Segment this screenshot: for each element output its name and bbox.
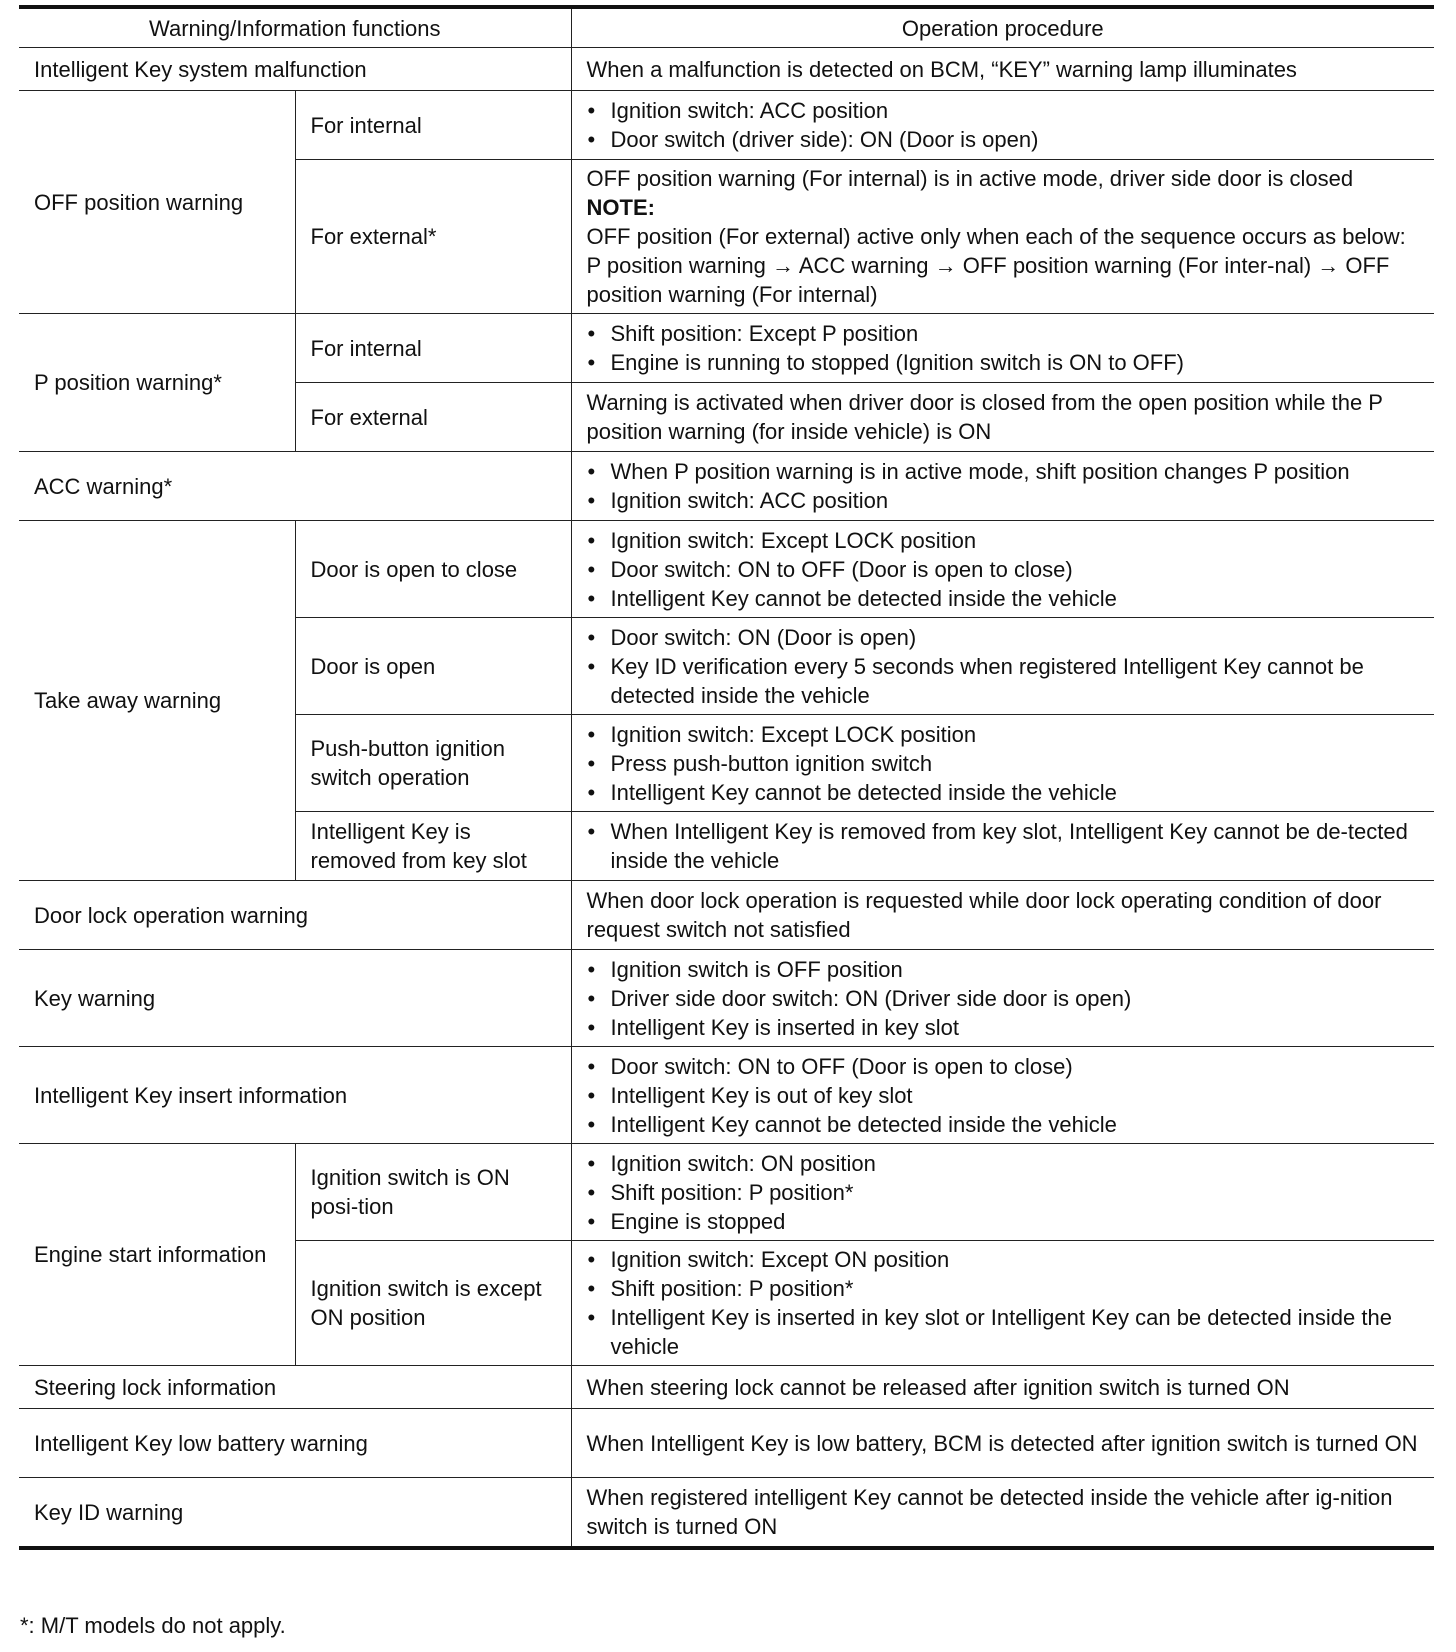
list-item: • Intelligent Key is out of key slot — [587, 1081, 1421, 1110]
procedure-text: OFF position warning (For internal) is in active mode, driver side door is closed — [586, 166, 1354, 191]
function-cell: Engine start information — [19, 1144, 295, 1366]
table-row — [19, 1047, 1434, 1144]
table-row — [19, 950, 1434, 1047]
function-cell: OFF position warning — [19, 91, 295, 314]
list-item: • Door switch: ON to OFF (Door is open to close) — [587, 1052, 1421, 1081]
procedure-cell: When steering lock cannot be released after ignition switch is turned ON — [571, 1366, 1434, 1409]
procedure-cell: When a malfunction is detected on BCM, “KEY” warning lamp illuminates — [571, 48, 1434, 91]
procedure-cell — [571, 1144, 1434, 1241]
list-item: • Press push-button ignition switch — [587, 749, 1421, 778]
table-header-row — [19, 7, 1434, 48]
procedure-cell — [571, 452, 1434, 521]
function-cell: ACC warning* — [19, 452, 571, 521]
procedure-cell — [571, 618, 1434, 715]
bullet-list — [587, 1052, 1421, 1139]
condition-cell: Ignition switch is except ON position — [295, 1241, 571, 1366]
table-row — [19, 314, 1434, 383]
note-text: OFF position (For external) active only when each of the sequence occurs as below: P position warning → ACC warning → OFF position warning (For inter-nal) → OFF position warning (For internal) — [586, 224, 1406, 307]
bullet-list — [587, 955, 1421, 1042]
table-row — [19, 1478, 1434, 1549]
list-item: • Ignition switch: ON position — [587, 1149, 1421, 1178]
list-item: • Engine is stopped — [587, 1207, 1421, 1236]
condition-cell: Push-button ignition switch operation — [295, 715, 571, 812]
bullet-list — [587, 817, 1421, 875]
list-item: • Shift position: P position* — [587, 1178, 1421, 1207]
bullet-list — [587, 1245, 1421, 1361]
function-cell: Steering lock information — [19, 1366, 571, 1409]
note-label: NOTE: — [586, 195, 655, 220]
list-item: • Ignition switch: Except LOCK position — [587, 526, 1421, 555]
procedure-cell: Warning is activated when driver door is closed from the open position while the P position warning (for inside vehicle) is ON — [571, 383, 1434, 452]
list-item: • Ignition switch: ACC position — [587, 486, 1421, 515]
header-procedure: Operation procedure — [571, 7, 1434, 48]
bullet-list — [587, 623, 1421, 710]
header-functions: Warning/Information functions — [19, 7, 571, 48]
bullet-list — [587, 1149, 1421, 1236]
function-cell: Intelligent Key low battery warning — [19, 1409, 571, 1478]
bullet-list — [587, 526, 1421, 613]
procedure-cell — [571, 950, 1434, 1047]
condition-cell: Intelligent Key is removed from key slot — [295, 812, 571, 881]
procedure-cell — [571, 91, 1434, 160]
procedure-cell — [571, 314, 1434, 383]
list-item: • Shift position: Except P position — [587, 319, 1421, 348]
list-item: • Intelligent Key is inserted in key slot or Intelligent Key can be detected inside the vehicle — [587, 1303, 1421, 1361]
function-cell: Key warning — [19, 950, 571, 1047]
bullet-list — [587, 96, 1421, 154]
list-item: • Engine is running to stopped (Ignition switch is ON to OFF) — [587, 348, 1421, 377]
table-row — [19, 452, 1434, 521]
list-item: • Intelligent Key cannot be detected inside the vehicle — [587, 584, 1421, 613]
condition-cell: Door is open — [295, 618, 571, 715]
procedure-cell: When door lock operation is requested while door lock operating condition of door request switch not satisfied — [571, 881, 1434, 950]
list-item: • Shift position: P position* — [587, 1274, 1421, 1303]
list-item: • Ignition switch: ACC position — [587, 96, 1421, 125]
bullet-list — [587, 319, 1421, 377]
condition-cell: Door is open to close — [295, 521, 571, 618]
function-cell: Door lock operation warning — [19, 881, 571, 950]
condition-cell: For external — [295, 383, 571, 452]
procedure-cell — [571, 715, 1434, 812]
list-item: • Intelligent Key is inserted in key slot — [587, 1013, 1421, 1042]
bullet-list — [587, 720, 1421, 807]
procedure-cell — [571, 160, 1434, 314]
list-item: • Ignition switch: Except LOCK position — [587, 720, 1421, 749]
list-item: • Ignition switch: Except ON position — [587, 1245, 1421, 1274]
function-cell: Intelligent Key insert information — [19, 1047, 571, 1144]
condition-cell: Ignition switch is ON posi-tion — [295, 1144, 571, 1241]
table-row — [19, 881, 1434, 950]
procedure-cell — [571, 812, 1434, 881]
list-item: • Intelligent Key cannot be detected inside the vehicle — [587, 1110, 1421, 1139]
function-cell: Take away warning — [19, 521, 295, 881]
list-item: • Door switch: ON to OFF (Door is open to close) — [587, 555, 1421, 584]
condition-cell: For external* — [295, 160, 571, 314]
procedure-cell — [571, 521, 1434, 618]
list-item: • Door switch: ON (Door is open) — [587, 623, 1421, 652]
function-cell: Intelligent Key system malfunction — [19, 48, 571, 91]
list-item: • Key ID verification every 5 seconds when registered Intelligent Key cannot be detected inside the vehicle — [587, 652, 1421, 710]
condition-cell: For internal — [295, 91, 571, 160]
table-row — [19, 1144, 1434, 1241]
table-row — [19, 521, 1434, 618]
function-cell: Key ID warning — [19, 1478, 571, 1549]
condition-cell: For internal — [295, 314, 571, 383]
list-item: • Door switch (driver side): ON (Door is open) — [587, 125, 1421, 154]
list-item: • When P position warning is in active mode, shift position changes P position — [587, 457, 1421, 486]
procedure-cell — [571, 1241, 1434, 1366]
list-item: • Intelligent Key cannot be detected inside the vehicle — [587, 778, 1421, 807]
list-item: • Ignition switch is OFF position — [587, 955, 1421, 984]
function-cell: P position warning* — [19, 314, 295, 452]
procedure-cell: When Intelligent Key is low battery, BCM is detected after ignition switch is turned ON — [571, 1409, 1434, 1478]
table-row — [19, 1409, 1434, 1478]
list-item: • Driver side door switch: ON (Driver side door is open) — [587, 984, 1421, 1013]
warning-function-table — [19, 5, 1434, 1550]
table-row — [19, 1366, 1434, 1409]
table-row — [19, 48, 1434, 91]
procedure-cell — [571, 1047, 1434, 1144]
table-row — [19, 91, 1434, 160]
list-item: • When Intelligent Key is removed from key slot, Intelligent Key cannot be de-tected inside the vehicle — [587, 817, 1421, 875]
footnote: *: M/T models do not apply. — [20, 1613, 286, 1638]
procedure-cell: When registered intelligent Key cannot be detected inside the vehicle after ig-nition switch is turned ON — [571, 1478, 1434, 1549]
bullet-list — [587, 457, 1421, 515]
